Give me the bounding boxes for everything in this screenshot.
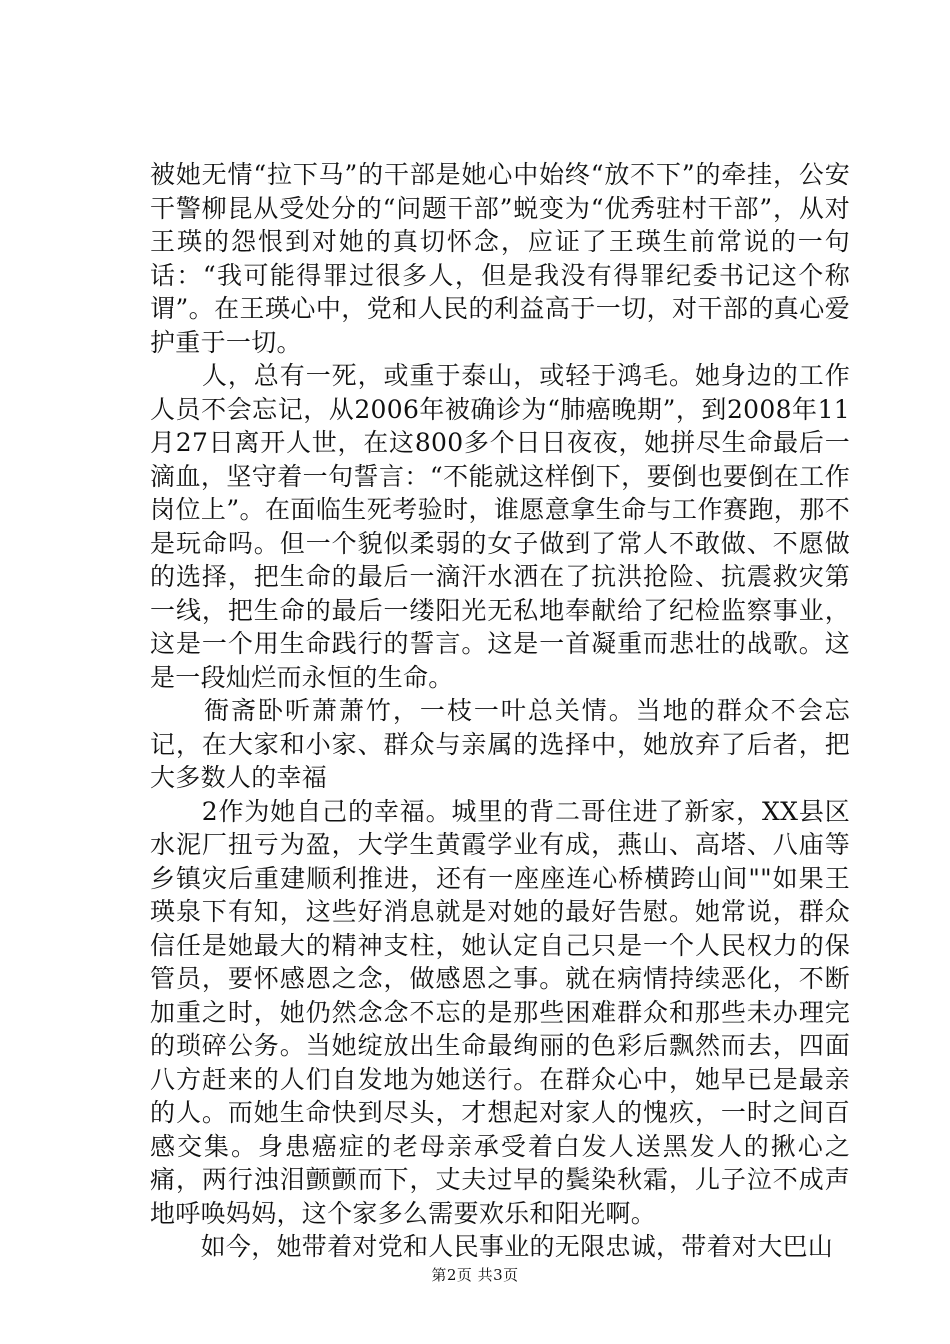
paragraph-1: 被她无情“拉下马”的干部是她心中始终“放不下”的牵挂，公安干警柳昆从受处分的“问题干部”蜕变为“优秀驻村干部”，从对王瑛的怨恨到对她的真切怀念，应证了王瑛生前常说的一句话：“我可能得罪过很多人，但是我没有得罪纪委书记这个称谓”。在王瑛心中，党和人民的利益高于一切，对干部的真心爱护重于一切。: [150, 160, 850, 357]
paragraph-4: 2作为她自己的幸福。城里的背二哥住进了新家，XX县区水泥厂扭亏为盈，大学生黄霞学业有成，燕山、高塔、八庙等乡镇灾后重建顺利推进，还有一座座连心桥横跨山间""如果王瑛泉下有知，这些好消息就是对她的最好告慰。她常说，群众信任是她最大的精神支柱，她认定自己只是一个人民权力的保管员，要怀感恩之念，做感恩之事。就在病情持续恶化，不断加重之时，她仍然念念不忘的是那些困难群众和那些未办理完的琐碎公务。当她绽放出生命最绚丽的色彩后飘然而去，四面八方赶来的人们自发地为她送行。在群众心中，她早已是最亲的人。而她生命快到尽头，才想起对家人的愧疚，一时之间百感交集。身患癌症的老母亲承受着白发人送黑发人的揪心之痛，两行浊泪颤颤而下，丈夫过早的鬓染秋霜，儿子泣不成声地呼唤妈妈，这个家多么需要欢乐和阳光啊。: [150, 796, 850, 1228]
paragraph-5: 如今，她带着对党和人民事业的无限忠诚，带着对大巴山: [150, 1232, 834, 1261]
document-body: [150, 158, 850, 1264]
paragraph-2: 人，总有一死，或重于泰山，或轻于鸿毛。她身边的工作人员不会忘记，从2006年被确诊为“肺癌晚期”，到2008年11月27日离开人世，在这800多个日日夜夜，她拼尽生命最后一滴血，坚守着一句誓言：“不能就这样倒下，要倒也要倒在工作岗位上”。在面临生死考验时，谁愿意拿生命与工作赛跑，那不是玩命吗。但一个貌似柔弱的女子做到了常人不敢做、不愿做的选择，把生命的最后一滴汗水洒在了抗洪抢险、抗震救灾第一线，把生命的最后一缕阳光无私地奉献给了纪检监察事业，这是一个用生命践行的誓言。这是一首凝重而悲壮的战歌。这是一段灿烂而永恒的生命。: [150, 361, 850, 692]
page-footer: 第2页 共3页: [431, 1266, 519, 1284]
paragraph-3: 衙斋卧听萧萧竹，一枝一叶总关情。当地的群众不会忘记，在大家和小家、群众与亲属的选择中，她放弃了后者，把大多数人的幸福: [150, 696, 850, 792]
